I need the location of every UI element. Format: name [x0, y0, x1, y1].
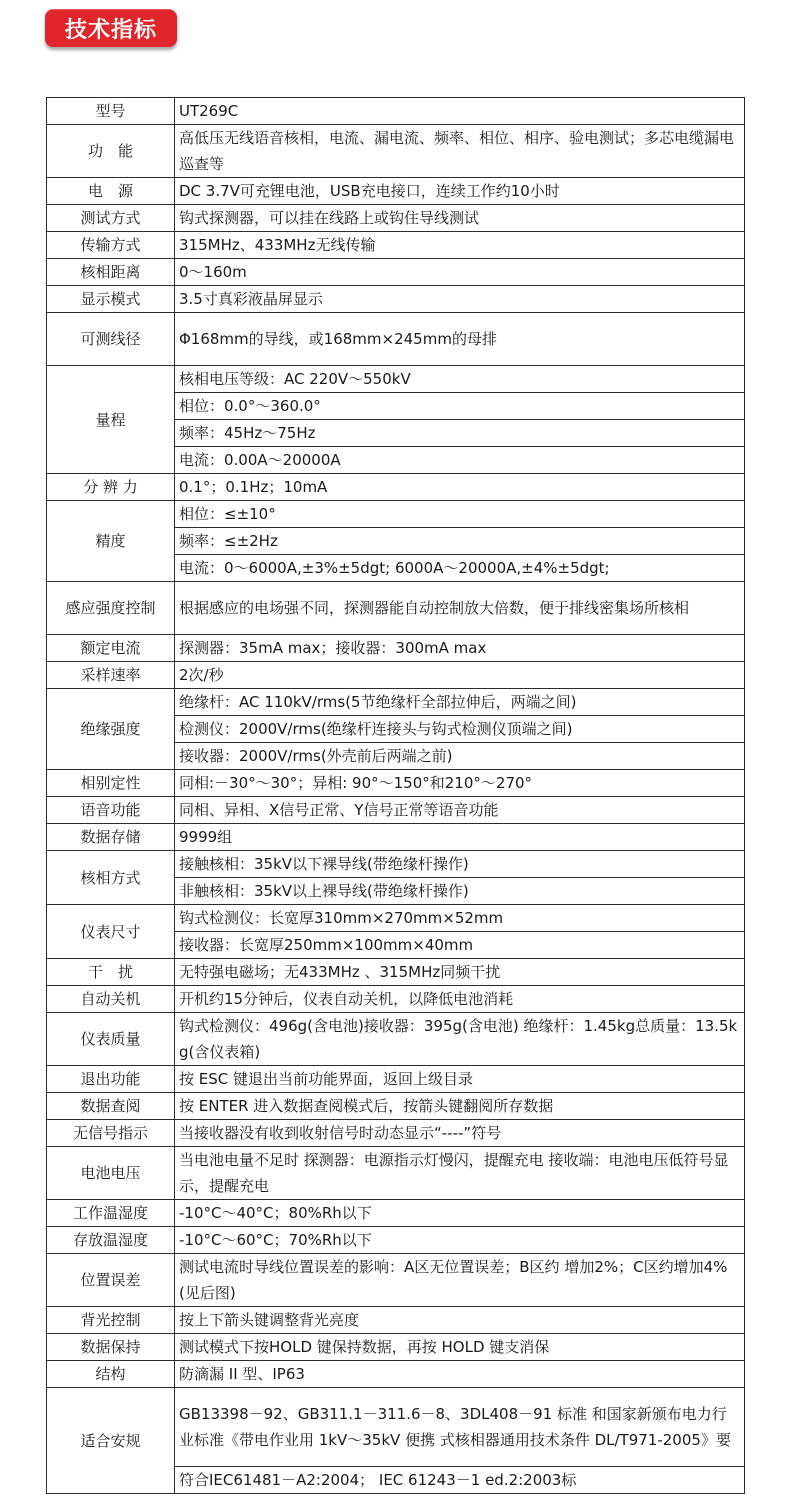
spec-label: 工作温湿度 [47, 1200, 175, 1227]
spec-label: 数据保持 [47, 1334, 175, 1361]
spec-label: 测试方式 [47, 205, 175, 232]
table-row [47, 501, 745, 528]
spec-label: 功 能 [47, 125, 175, 178]
spec-value: 315MHz、433MHz无线传输 [175, 232, 745, 259]
spec-label: 核相距离 [47, 259, 175, 286]
spec-value: 钩式检测仪：496g(含电池)接收器：395g(含电池) 绝缘杆：1.45kg总质量：13.5kg(含仪表箱) [175, 1013, 745, 1066]
spec-value: Φ168mm的导线，或168mm×245mm的母排 [175, 313, 745, 366]
spec-value: 测试电流时导线位置误差的影响：A区无位置误差；B区约 增加2%；C区约增加4%(见后图) [175, 1254, 745, 1307]
spec-value: 按 ESC 键退出当前功能界面，返回上级目录 [175, 1066, 745, 1093]
spec-value: 2次/秒 [175, 662, 745, 689]
spec-label: 适合安规 [47, 1388, 175, 1494]
spec-label: 电 源 [47, 178, 175, 205]
spec-value: 电流：0.00A～20000A [175, 447, 745, 474]
spec-label: 自动关机 [47, 986, 175, 1013]
spec-value: 无特强电磁场；无433MHz 、315MHz同频干扰 [175, 959, 745, 986]
spec-label: 退出功能 [47, 1066, 175, 1093]
table-row [47, 1254, 745, 1307]
spec-value: 按上下箭头键调整背光亮度 [175, 1307, 745, 1334]
table-row [47, 1388, 745, 1467]
table-row [47, 366, 745, 393]
spec-label: 可测线径 [47, 313, 175, 366]
spec-value: 相位：0.0°～360.0° [175, 393, 745, 420]
table-row [47, 205, 745, 232]
spec-value: 防滴漏 II 型、IP63 [175, 1361, 745, 1388]
spec-label: 数据查阅 [47, 1093, 175, 1120]
spec-value: 频率：≤±2Hz [175, 528, 745, 555]
table-row [47, 824, 745, 851]
spec-label: 量程 [47, 366, 175, 474]
spec-label: 核相方式 [47, 851, 175, 905]
table-row [47, 259, 745, 286]
spec-label: 显示模式 [47, 286, 175, 313]
table-row [47, 635, 745, 662]
table-row [47, 313, 745, 366]
spec-label: 额定电流 [47, 635, 175, 662]
spec-table [46, 97, 745, 1494]
spec-value: 0～160m [175, 259, 745, 286]
spec-value: 同相:－30°～30°；异相: 90°～150°和210°～270° [175, 770, 745, 797]
spec-label: 精度 [47, 501, 175, 582]
spec-value: -10°C～40°C；80%Rh以下 [175, 1200, 745, 1227]
table-row [47, 582, 745, 635]
spec-value: 接触核相：35kV以下裸导线(带绝缘杆操作) [175, 851, 745, 878]
spec-value: -10°C～60°C；70%Rh以下 [175, 1227, 745, 1254]
spec-value: 接收器：2000V/rms(外壳前后两端之前) [175, 743, 745, 770]
table-row [47, 98, 745, 125]
spec-label: 传输方式 [47, 232, 175, 259]
table-row [47, 1066, 745, 1093]
table-row [47, 986, 745, 1013]
table-row [47, 1120, 745, 1147]
table-row [47, 474, 745, 501]
spec-label: 感应强度控制 [47, 582, 175, 635]
table-row [47, 959, 745, 986]
spec-value: 接收器：长宽厚250mm×100mm×40mm [175, 932, 745, 959]
table-row [47, 1013, 745, 1066]
spec-label: 分 辨 力 [47, 474, 175, 501]
spec-label: 结构 [47, 1361, 175, 1388]
spec-value: 检测仪：2000V/rms(绝缘杆连接头与钩式检测仪顶端之间) [175, 716, 745, 743]
spec-value: 3.5寸真彩液晶屏显示 [175, 286, 745, 313]
table-row [47, 689, 745, 716]
table-row [47, 851, 745, 878]
table-row [47, 905, 745, 932]
spec-value: 9999组 [175, 824, 745, 851]
spec-value: 相位：≤±10° [175, 501, 745, 528]
spec-value: 钩式探测器，可以挂在线路上或钩住导线测试 [175, 205, 745, 232]
table-row [47, 770, 745, 797]
spec-value: 符合IEC61481－A2:2004； IEC 61243－1 ed.2:2003标 [175, 1467, 745, 1494]
spec-value: 核相电压等级：AC 220V～550kV [175, 366, 745, 393]
spec-value: 钩式检测仪：长宽厚310mm×270mm×52mm [175, 905, 745, 932]
spec-label: 数据存储 [47, 824, 175, 851]
table-row [47, 662, 745, 689]
spec-value: 高低压无线语音核相，电流、漏电流、频率、相位、相序、验电测试；多芯电缆漏电巡查等 [175, 125, 745, 178]
spec-label: 仪表质量 [47, 1013, 175, 1066]
spec-value: 按 ENTER 进入数据查阅模式后，按箭头键翻阅所存数据 [175, 1093, 745, 1120]
spec-label: 电池电压 [47, 1147, 175, 1200]
table-row [47, 178, 745, 205]
spec-label: 干 扰 [47, 959, 175, 986]
table-row [47, 125, 745, 178]
table-row [47, 797, 745, 824]
spec-value: 根据感应的电场强不同，探测器能自动控制放大倍数，便于排线密集场所核相 [175, 582, 745, 635]
spec-value: UT269C [175, 98, 745, 125]
table-row [47, 1200, 745, 1227]
table-row [47, 1227, 745, 1254]
table-row [47, 1334, 745, 1361]
spec-value: 开机约15分钟后，仪表自动关机，以降低电池消耗 [175, 986, 745, 1013]
spec-value: DC 3.7V可充锂电池，USB充电接口，连续工作约10小时 [175, 178, 745, 205]
table-row [47, 1093, 745, 1120]
spec-value: 测试模式下按HOLD 键保持数据，再按 HOLD 键支消保 [175, 1334, 745, 1361]
table-row [47, 1307, 745, 1334]
table-row [47, 286, 745, 313]
spec-label: 位置误差 [47, 1254, 175, 1307]
spec-value: 频率：45Hz～75Hz [175, 420, 745, 447]
table-row [47, 1361, 745, 1388]
spec-label: 采样速率 [47, 662, 175, 689]
spec-label: 无信号指示 [47, 1120, 175, 1147]
spec-value: 非触核相：35kV以上裸导线(带绝缘杆操作) [175, 878, 745, 905]
spec-value: 0.1°；0.1Hz；10mA [175, 474, 745, 501]
spec-value: 电流：0～6000A,±3%±5dgt; 6000A～20000A,±4%±5dgt; [175, 555, 745, 582]
spec-value: 当电池电量不足时 探测器：电源指示灯慢闪，提醒充电 接收端：电池电压低符号显示，提醒充电 [175, 1147, 745, 1200]
table-row [47, 232, 745, 259]
table-row [47, 1147, 745, 1200]
spec-label: 型号 [47, 98, 175, 125]
spec-value: GB13398－92、GB311.1－311.6－8、3DL408－91 标准 和国家新颁布电力行业标准《带电作业用 1kV～35kV 便携 式核相器通用技术条件 DL/T971-2005》要 [175, 1388, 745, 1467]
section-title-badge: 技术指标 [45, 9, 177, 47]
spec-label: 绝缘强度 [47, 689, 175, 770]
spec-value: 当接收器没有收到收射信号时动态显示“----”符号 [175, 1120, 745, 1147]
spec-label: 存放温湿度 [47, 1227, 175, 1254]
spec-value: 探测器：35mA max；接收器：300mA max [175, 635, 745, 662]
spec-label: 语音功能 [47, 797, 175, 824]
spec-label: 仪表尺寸 [47, 905, 175, 959]
spec-value: 绝缘杆：AC 110kV/rms(5节绝缘杆全部拉伸后，两端之间) [175, 689, 745, 716]
spec-label: 相别定性 [47, 770, 175, 797]
spec-label: 背光控制 [47, 1307, 175, 1334]
spec-value: 同相、异相、X信号正常、Y信号正常等语音功能 [175, 797, 745, 824]
